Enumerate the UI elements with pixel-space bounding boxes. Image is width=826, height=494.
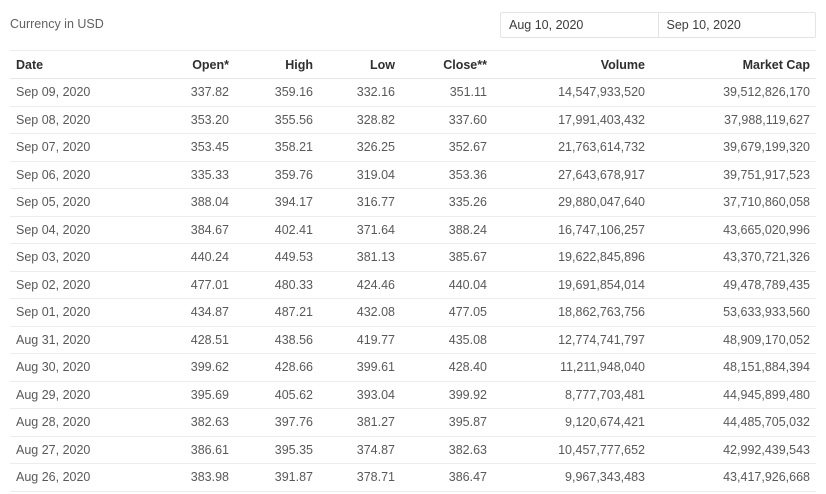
cell-date: Aug 27, 2020 (10, 436, 150, 464)
cell-market-cap: 44,485,705,032 (651, 409, 816, 437)
cell-open: 382.63 (150, 409, 235, 437)
cell-volume: 9,120,674,421 (493, 409, 651, 437)
cell-low: 332.16 (319, 79, 401, 107)
cell-high: 487.21 (235, 299, 319, 327)
cell-volume: 21,763,614,732 (493, 134, 651, 162)
cell-high: 391.87 (235, 464, 319, 492)
cell-open: 335.33 (150, 161, 235, 189)
cell-high: 355.56 (235, 106, 319, 134)
cell-volume: 9,967,343,483 (493, 464, 651, 492)
historical-data-table (10, 50, 816, 492)
cell-close: 435.08 (401, 326, 493, 354)
cell-close: 399.92 (401, 381, 493, 409)
cell-open: 383.98 (150, 464, 235, 492)
cell-high: 359.76 (235, 161, 319, 189)
cell-date: Sep 01, 2020 (10, 299, 150, 327)
cell-open: 428.51 (150, 326, 235, 354)
cell-close: 337.60 (401, 106, 493, 134)
cell-low: 378.71 (319, 464, 401, 492)
cell-volume: 10,457,777,652 (493, 436, 651, 464)
cell-date: Sep 05, 2020 (10, 189, 150, 217)
cell-low: 326.25 (319, 134, 401, 162)
table-row (10, 299, 816, 327)
cell-market-cap: 39,751,917,523 (651, 161, 816, 189)
table-row (10, 271, 816, 299)
cell-low: 381.27 (319, 409, 401, 437)
cell-high: 405.62 (235, 381, 319, 409)
cell-low: 316.77 (319, 189, 401, 217)
cell-close: 352.67 (401, 134, 493, 162)
cell-date: Sep 09, 2020 (10, 79, 150, 107)
cell-open: 399.62 (150, 354, 235, 382)
cell-close: 351.11 (401, 79, 493, 107)
cell-market-cap: 37,710,860,058 (651, 189, 816, 217)
cell-date: Sep 06, 2020 (10, 161, 150, 189)
cell-date: Sep 08, 2020 (10, 106, 150, 134)
table-row (10, 244, 816, 272)
cell-high: 438.56 (235, 326, 319, 354)
table-row (10, 354, 816, 382)
cell-open: 337.82 (150, 79, 235, 107)
table-row (10, 79, 816, 107)
table-row (10, 189, 816, 217)
cell-volume: 19,691,854,014 (493, 271, 651, 299)
cell-market-cap: 48,151,884,394 (651, 354, 816, 382)
cell-volume: 11,211,948,040 (493, 354, 651, 382)
cell-open: 395.69 (150, 381, 235, 409)
column-header-date[interactable]: Date (10, 51, 150, 79)
cell-market-cap: 42,992,439,543 (651, 436, 816, 464)
column-header-market-cap[interactable]: Market Cap (651, 51, 816, 79)
cell-volume: 14,547,933,520 (493, 79, 651, 107)
cell-market-cap: 43,665,020,996 (651, 216, 816, 244)
table-header-row (10, 51, 816, 79)
cell-date: Aug 29, 2020 (10, 381, 150, 409)
cell-market-cap: 37,988,119,627 (651, 106, 816, 134)
cell-open: 384.67 (150, 216, 235, 244)
column-header-low[interactable]: Low (319, 51, 401, 79)
start-date-field[interactable]: Aug 10, 2020 (509, 18, 584, 32)
table-row (10, 326, 816, 354)
cell-close: 428.40 (401, 354, 493, 382)
column-header-high[interactable]: High (235, 51, 319, 79)
cell-low: 328.82 (319, 106, 401, 134)
cell-high: 358.21 (235, 134, 319, 162)
cell-close: 388.24 (401, 216, 493, 244)
cell-close: 386.47 (401, 464, 493, 492)
cell-volume: 18,862,763,756 (493, 299, 651, 327)
cell-low: 381.13 (319, 244, 401, 272)
cell-open: 477.01 (150, 271, 235, 299)
table-row (10, 436, 816, 464)
column-header-close[interactable]: Close** (401, 51, 493, 79)
table-row (10, 216, 816, 244)
cell-low: 393.04 (319, 381, 401, 409)
cell-market-cap: 53,633,933,560 (651, 299, 816, 327)
cell-open: 353.20 (150, 106, 235, 134)
cell-low: 371.64 (319, 216, 401, 244)
cell-close: 382.63 (401, 436, 493, 464)
cell-high: 394.17 (235, 189, 319, 217)
cell-open: 440.24 (150, 244, 235, 272)
end-date-field[interactable]: Sep 10, 2020 (658, 13, 816, 37)
column-header-volume[interactable]: Volume (493, 51, 651, 79)
cell-high: 359.16 (235, 79, 319, 107)
cell-volume: 8,777,703,481 (493, 381, 651, 409)
currency-label: Currency in USD (10, 17, 104, 31)
cell-low: 419.77 (319, 326, 401, 354)
cell-date: Aug 31, 2020 (10, 326, 150, 354)
cell-date: Sep 02, 2020 (10, 271, 150, 299)
cell-close: 477.05 (401, 299, 493, 327)
cell-low: 399.61 (319, 354, 401, 382)
cell-date: Sep 03, 2020 (10, 244, 150, 272)
cell-open: 434.87 (150, 299, 235, 327)
cell-date: Aug 30, 2020 (10, 354, 150, 382)
cell-market-cap: 44,945,899,480 (651, 381, 816, 409)
cell-high: 428.66 (235, 354, 319, 382)
cell-low: 374.87 (319, 436, 401, 464)
cell-market-cap: 39,512,826,170 (651, 79, 816, 107)
cell-volume: 17,991,403,432 (493, 106, 651, 134)
cell-close: 353.36 (401, 161, 493, 189)
table-row (10, 106, 816, 134)
table-row (10, 134, 816, 162)
cell-close: 335.26 (401, 189, 493, 217)
cell-volume: 29,880,047,640 (493, 189, 651, 217)
cell-high: 395.35 (235, 436, 319, 464)
cell-high: 480.33 (235, 271, 319, 299)
cell-open: 386.61 (150, 436, 235, 464)
cell-market-cap: 48,909,170,052 (651, 326, 816, 354)
cell-date: Aug 28, 2020 (10, 409, 150, 437)
cell-market-cap: 39,679,199,320 (651, 134, 816, 162)
cell-open: 353.45 (150, 134, 235, 162)
cell-close: 440.04 (401, 271, 493, 299)
cell-high: 402.41 (235, 216, 319, 244)
cell-low: 319.04 (319, 161, 401, 189)
table-row (10, 381, 816, 409)
cell-market-cap: 43,370,721,326 (651, 244, 816, 272)
cell-market-cap: 43,417,926,668 (651, 464, 816, 492)
cell-low: 424.46 (319, 271, 401, 299)
cell-close: 395.87 (401, 409, 493, 437)
cell-close: 385.67 (401, 244, 493, 272)
cell-date: Aug 26, 2020 (10, 464, 150, 492)
table-row (10, 161, 816, 189)
cell-volume: 27,643,678,917 (493, 161, 651, 189)
cell-market-cap: 49,478,789,435 (651, 271, 816, 299)
cell-volume: 19,622,845,896 (493, 244, 651, 272)
cell-date: Sep 07, 2020 (10, 134, 150, 162)
column-header-open[interactable]: Open* (150, 51, 235, 79)
cell-volume: 16,747,106,257 (493, 216, 651, 244)
date-range-picker[interactable] (500, 12, 816, 38)
cell-high: 397.76 (235, 409, 319, 437)
cell-high: 449.53 (235, 244, 319, 272)
cell-volume: 12,774,741,797 (493, 326, 651, 354)
table-body (10, 79, 816, 492)
cell-date: Sep 04, 2020 (10, 216, 150, 244)
table-row (10, 409, 816, 437)
cell-open: 388.04 (150, 189, 235, 217)
cell-low: 432.08 (319, 299, 401, 327)
table-row (10, 464, 816, 492)
